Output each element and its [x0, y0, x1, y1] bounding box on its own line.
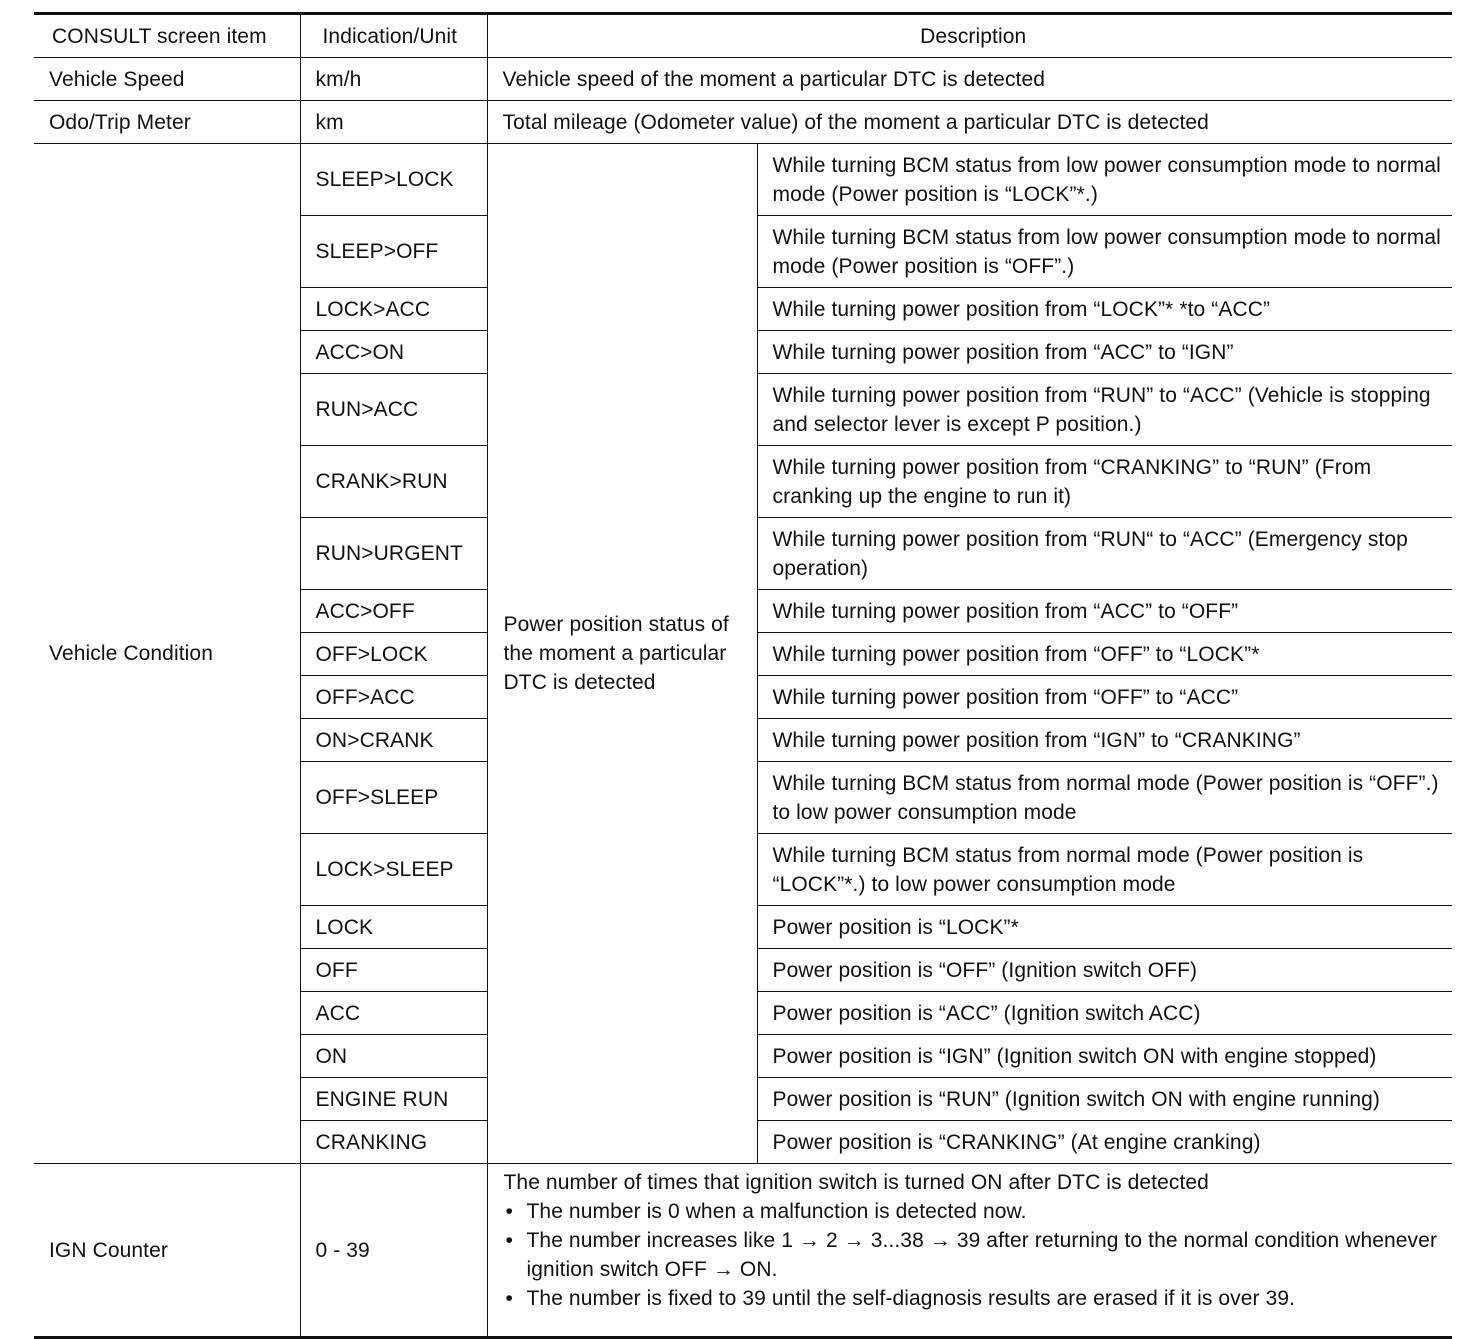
- ign-counter-lead: The number of times that ignition switch is turned ON after DTC is detected: [503, 1171, 1209, 1194]
- description-off: Power position is “OFF” (Ignition switch OFF): [757, 949, 1452, 992]
- header-description: Description: [487, 14, 1452, 58]
- description-vehicle-speed: Vehicle speed of the moment a particular DTC is detected: [487, 58, 1452, 101]
- description-power-position-summary: Power position status of the moment a particular DTC is detected: [487, 144, 757, 1164]
- header-indication-unit: Indication/Unit: [300, 14, 487, 58]
- description-sleep-off: While turning BCM status from low power consumption mode to normal mode (Power position is “OFF”.): [757, 216, 1452, 288]
- ign-counter-bullet-2: • The number increases like 1 → 2 → 3...38 → 39 after returning to the normal condition whenever ignition switch OFF → ON.: [504, 1226, 1445, 1284]
- header-consult-screen-item: CONSULT screen item: [34, 14, 300, 58]
- indication-sleep-lock: SLEEP>LOCK: [300, 144, 487, 216]
- table-row-ign-counter: [34, 1164, 1452, 1338]
- ign-counter-bullet-1: • The number is 0 when a malfunction is detected now.: [504, 1197, 1445, 1226]
- indication-lock-sleep: LOCK>SLEEP: [300, 834, 487, 906]
- description-ign-counter: [487, 1164, 1452, 1338]
- description-lock: Power position is “LOCK”*: [757, 906, 1452, 949]
- indication-cranking: CRANKING: [300, 1121, 487, 1164]
- item-odo-trip-meter: Odo/Trip Meter: [34, 101, 300, 144]
- indication-sleep-off: SLEEP>OFF: [300, 216, 487, 288]
- description-run-urgent: While turning power position from “RUN“ to “ACC” (Emergency stop operation): [757, 518, 1452, 590]
- description-sleep-lock: While turning BCM status from low power consumption mode to normal mode (Power position is “LOCK”*.): [757, 144, 1452, 216]
- item-vehicle-speed: Vehicle Speed: [34, 58, 300, 101]
- description-acc-off: While turning power position from “ACC” to “OFF”: [757, 590, 1452, 633]
- unit-odo-trip-meter: km: [300, 101, 487, 144]
- table-header-row: [34, 14, 1452, 58]
- description-lock-sleep: While turning BCM status from normal mode (Power position is “LOCK”*.) to low power consumption mode: [757, 834, 1452, 906]
- indication-engine-run: ENGINE RUN: [300, 1078, 487, 1121]
- description-lock-acc: While turning power position from “LOCK”* *to “ACC”: [757, 288, 1452, 331]
- description-off-acc: While turning power position from “OFF” to “ACC”: [757, 676, 1452, 719]
- description-on-crank: While turning power position from “IGN” to “CRANKING”: [757, 719, 1452, 762]
- indication-acc-off: ACC>OFF: [300, 590, 487, 633]
- description-engine-run: Power position is “RUN” (Ignition switch ON with engine running): [757, 1078, 1452, 1121]
- indication-run-acc: RUN>ACC: [300, 374, 487, 446]
- table-row-vc-0: [34, 144, 1452, 216]
- indication-off-acc: OFF>ACC: [300, 676, 487, 719]
- indication-on: ON: [300, 1035, 487, 1078]
- table-row-odo-trip-meter: [34, 101, 1452, 144]
- consult-spec-table: [34, 12, 1452, 1339]
- indication-crank-run: CRANK>RUN: [300, 446, 487, 518]
- indication-acc: ACC: [300, 992, 487, 1035]
- indication-off-lock: OFF>LOCK: [300, 633, 487, 676]
- item-ign-counter: IGN Counter: [34, 1164, 300, 1338]
- indication-lock-acc: LOCK>ACC: [300, 288, 487, 331]
- ign-counter-bullets: [504, 1197, 1445, 1313]
- description-acc-on: While turning power position from “ACC” to “IGN”: [757, 331, 1452, 374]
- description-on: Power position is “IGN” (Ignition switch ON with engine stopped): [757, 1035, 1452, 1078]
- indication-lock: LOCK: [300, 906, 487, 949]
- unit-vehicle-speed: km/h: [300, 58, 487, 101]
- indication-off-sleep: OFF>SLEEP: [300, 762, 487, 834]
- indication-acc-on: ACC>ON: [300, 331, 487, 374]
- indication-on-crank: ON>CRANK: [300, 719, 487, 762]
- description-cranking: Power position is “CRANKING” (At engine cranking): [757, 1121, 1452, 1164]
- description-acc: Power position is “ACC” (Ignition switch ACC): [757, 992, 1452, 1035]
- description-off-sleep: While turning BCM status from normal mode (Power position is “OFF”.) to low power consumption mode: [757, 762, 1452, 834]
- indication-run-urgent: RUN>URGENT: [300, 518, 487, 590]
- description-off-lock: While turning power position from “OFF” to “LOCK”*: [757, 633, 1452, 676]
- description-crank-run: While turning power position from “CRANKING” to “RUN” (From cranking up the engine to run it): [757, 446, 1452, 518]
- item-vehicle-condition: Vehicle Condition: [34, 144, 300, 1164]
- table-row-vehicle-speed: [34, 58, 1452, 101]
- indication-off: OFF: [300, 949, 487, 992]
- description-odo-trip-meter: Total mileage (Odometer value) of the moment a particular DTC is detected: [487, 101, 1452, 144]
- ign-counter-bullet-3: • The number is fixed to 39 until the self-diagnosis results are erased if it is over 39.: [504, 1284, 1445, 1313]
- unit-ign-counter: 0 - 39: [300, 1164, 487, 1338]
- description-run-acc: While turning power position from “RUN” to “ACC” (Vehicle is stopping and selector lever is except P position.): [757, 374, 1452, 446]
